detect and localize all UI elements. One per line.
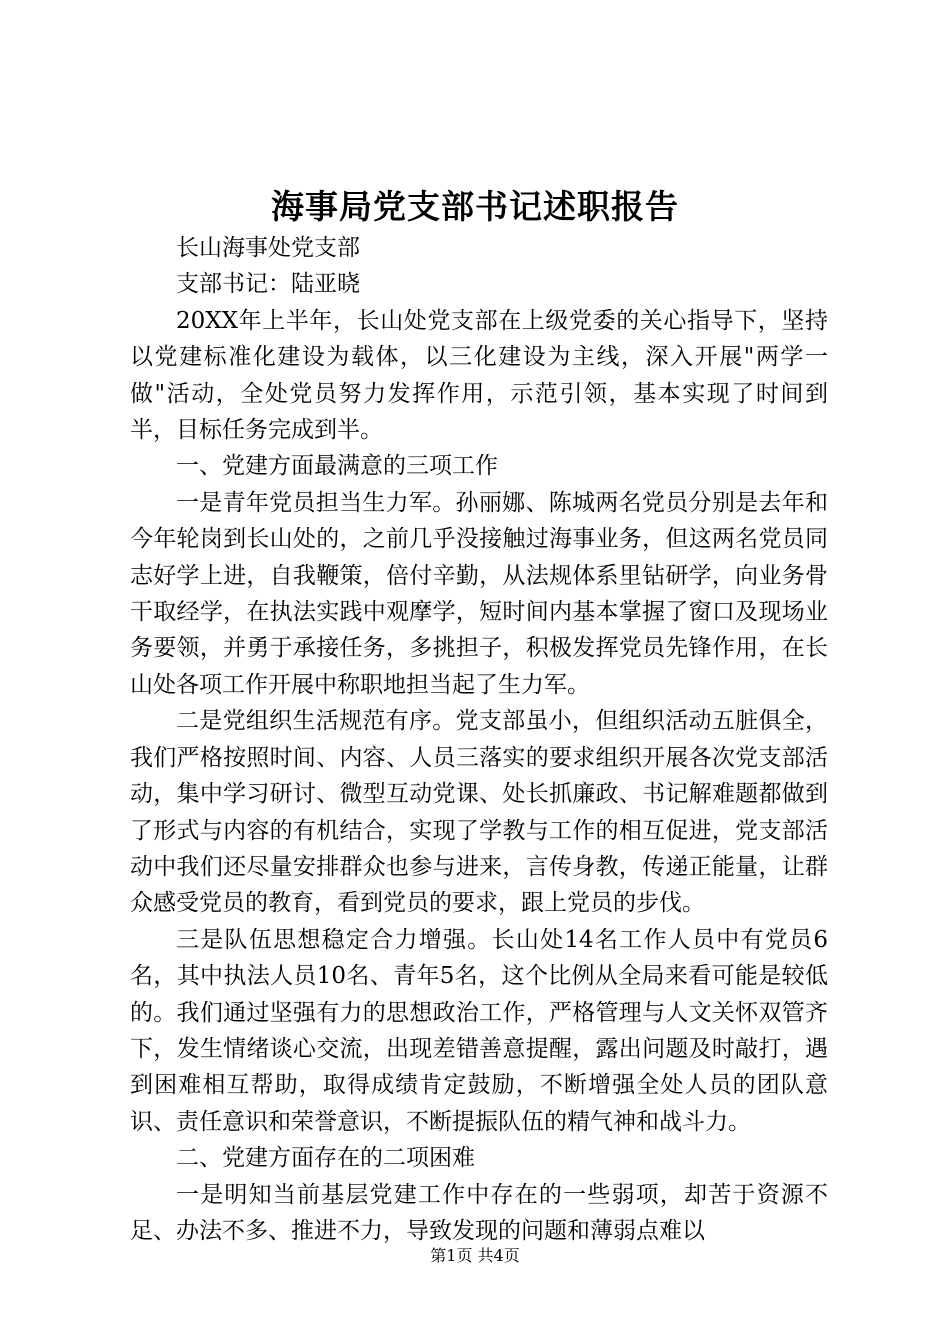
section-heading-2: 二、党建方面存在的二项困难 xyxy=(176,1145,475,1172)
paragraph-item-2: 二是党组织生活规范有序。党支部虽小，但组织活动五脏俱全，我们严格按照时间、内容、人员三落实的要求组织开展各次党支部活动，集中学习研讨、微型互动党课、处长抓廉政、书记解难题都做到了形式与内容的有机结合，实现了学教与工作的相互促进，党支部活动中我们还尽量安排群众也参与进来，言传身教，传递正能量，让群众感受党员的教育，看到党员的要求，跟上党员的步伐。 xyxy=(130,708,828,917)
document-title: 海事局党支部书记述职报告 xyxy=(271,187,679,226)
section-heading-1: 一、党建方面最满意的三项工作 xyxy=(176,453,498,480)
paragraph-intro: 20XX年上半年，长山处党支部在上级党委的关心指导下，坚持以党建标准化建设为载体，以三化建设为主线，深入开展"两学一做"活动，全处党员努力发挥作用，示范引领，基本实现了时间到半，目标任务完成到半。 xyxy=(130,307,828,444)
paragraph-item-3: 三是队伍思想稳定合力增强。长山处14名工作人员中有党员6名，其中执法人员10名、青年5名，这个比例从全局来看可能是较低的。我们通过坚强有力的思想政治工作，严格管理与人文关怀双管齐下，发生情绪谈心交流，出现差错善意提醒，露出问题及时敲打，遇到困难相互帮助，取得成绩肯定鼓励，不断增强全处人员的团队意识、责任意识和荣誉意识，不断提振队伍的精气神和战斗力。 xyxy=(130,926,828,1135)
paragraph-difficulty-1: 一是明知当前基层党建工作中存在的一些弱项，却苦于资源不足、办法不多、推进不力，导致发现的问题和薄弱点难以 xyxy=(130,1181,828,1244)
author-line: 支部书记：陆亚晓 xyxy=(176,271,360,298)
document-body xyxy=(130,230,828,1249)
org-name: 长山海事处党支部 xyxy=(176,235,360,261)
page-number: 第1页 共4页 xyxy=(430,1246,520,1265)
paragraph-item-1: 一是青年党员担当生力军。孙丽娜、陈城两名党员分别是去年和今年轮岗到长山处的，之前几乎没接触过海事业务，但这两名党员同志好学上进，自我鞭策，倍付辛勤，从法规体系里钻研学，向业务骨干取经学，在执法实践中观摩学，短时间内基本掌握了窗口及现场业务要领，并勇于承接任务，多挑担子，积极发挥党员先锋作用，在长山处各项工作开展中称职地担当起了生力军。 xyxy=(130,489,828,698)
